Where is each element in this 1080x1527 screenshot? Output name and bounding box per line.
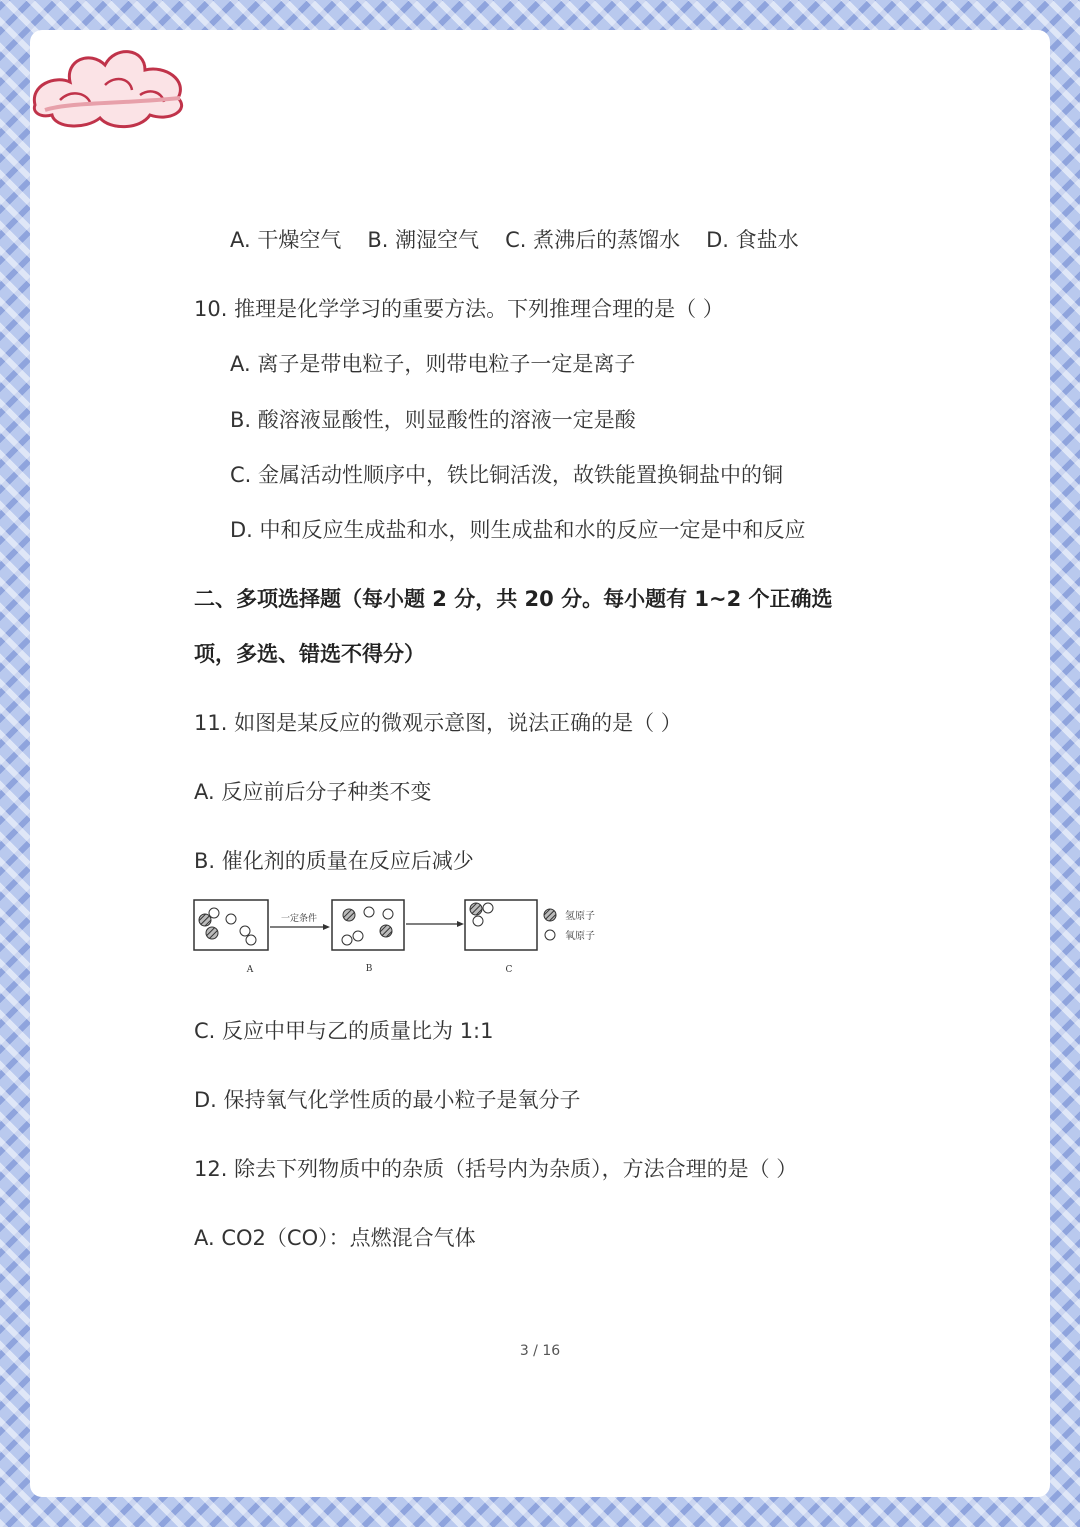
diagram-label-c: C xyxy=(505,965,513,975)
q9-option-a: A. 干燥空气 xyxy=(230,228,342,252)
section2-heading-line2: 项，多选、错选不得分） xyxy=(194,642,425,666)
q11-option-b: B. 催化剂的质量在反应后减少 xyxy=(194,849,474,873)
q11-option-d: D. 保持氧气化学性质的最小粒子是氧分子 xyxy=(194,1088,581,1112)
page-number: 3 / 16 xyxy=(519,1343,561,1359)
reaction-diagram xyxy=(192,893,612,982)
q9-option-c: C. 煮沸后的蒸馏水 xyxy=(505,228,681,252)
cloud-ornament-icon xyxy=(30,30,190,135)
q12-stem: 12. 除去下列物质中的杂质（括号内为杂质），方法合理的是（ ） xyxy=(194,1157,798,1181)
q10-option-b: B. 酸溶液显酸性，则显酸性的溶液一定是酸 xyxy=(230,408,636,432)
q10-option-c: C. 金属活动性顺序中，铁比铜活泼，故铁能置换铜盐中的铜 xyxy=(230,463,784,487)
q9-option-b: B. 潮湿空气 xyxy=(367,228,480,252)
legend-oxygen: 氧原子 xyxy=(565,931,595,942)
q11-option-c: C. 反应中甲与乙的质量比为 1:1 xyxy=(194,1019,494,1043)
q9-option-d: D. 食盐水 xyxy=(706,228,799,252)
q12-option-a: A. CO2（CO）：点燃混合气体 xyxy=(194,1226,476,1250)
oxygen-atom-icon xyxy=(545,930,555,940)
q9-options xyxy=(230,224,825,254)
hydrogen-atom-icon xyxy=(544,909,556,921)
diagram-arrow-label: 一定条件 xyxy=(280,914,318,924)
legend-hydrogen: 氢原子 xyxy=(565,911,595,922)
q10-option-d: D. 中和反应生成盐和水，则生成盐和水的反应一定是中和反应 xyxy=(230,518,806,542)
q11-option-a: A. 反应前后分子种类不变 xyxy=(194,780,432,804)
q10-option-a: A. 离子是带电粒子，则带电粒子一定是离子 xyxy=(230,352,636,376)
section2-heading-line1: 二、多项选择题（每小题 2 分，共 20 分。每小题有 1~2 个正确选 xyxy=(194,587,833,611)
diagram-label-b: B xyxy=(365,964,373,974)
diagram-label-a: A xyxy=(246,965,254,975)
q11-stem: 11. 如图是某反应的微观示意图，说法正确的是（ ） xyxy=(194,711,682,735)
q10-stem: 10. 推理是化学学习的重要方法。下列推理合理的是（ ） xyxy=(194,297,724,321)
